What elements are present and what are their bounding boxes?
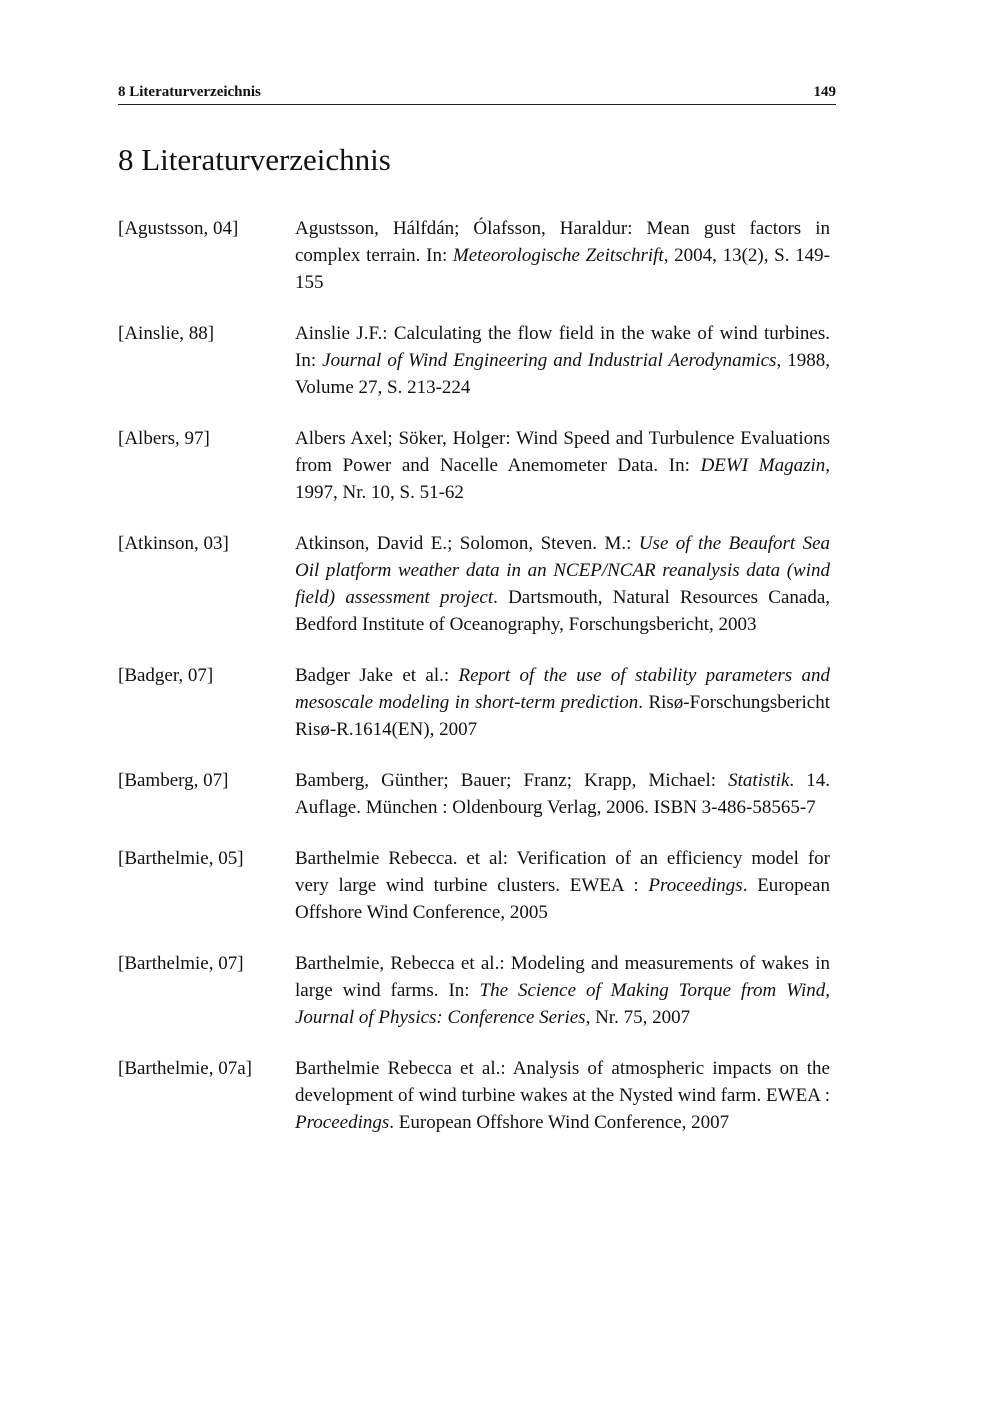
- bib-text-part: Barthelmie, Rebecca et al.: Modeling and measurements of wakes in large wind farms. In:: [295, 953, 830, 1001]
- bib-text-part: , 1997, Nr. 10, S. 51-62: [295, 455, 830, 503]
- bib-text-part: Albers Axel; Söker, Holger: Wind Speed and Turbulence Evaluations from Power and Nacelle Anemometer Data. In:: [295, 428, 830, 476]
- bib-text: [295, 950, 830, 1031]
- running-header: [118, 84, 836, 105]
- bib-entry-badger-07: [118, 662, 830, 743]
- bib-text-italic: Proceedings: [295, 1112, 390, 1133]
- bib-text-part: . Dartsmouth, Natural Resources Canada, Bedford Institute of Oceanography, Forschungsbericht, 2003: [295, 587, 830, 635]
- bib-key: [Badger, 07]: [118, 665, 214, 686]
- bib-key: [Barthelmie, 05]: [118, 848, 244, 869]
- bib-text-part: Agustsson, Hálfdán; Ólafsson, Haraldur: Mean gust factors in complex terrain. In:: [295, 218, 830, 266]
- bib-text: [295, 662, 830, 743]
- bibliography-list: [118, 215, 830, 1160]
- bib-text-part: Barthelmie Rebecca et al.: Analysis of atmospheric impacts on the development of wind turbine wakes at the Nysted wind farm. EWEA :: [295, 1058, 830, 1106]
- bib-key: [Ainslie, 88]: [118, 323, 215, 344]
- bib-text-italic: Use of the Beaufort Sea Oil platform weather data in an NCEP/NCAR reanalysis data (wind field) assessment project: [295, 533, 831, 608]
- bib-text-italic: The Science of Making Torque from Wind, Journal of Physics: Conference Series: [295, 980, 830, 1028]
- bib-text: [295, 320, 830, 401]
- bib-text: [295, 425, 830, 506]
- bib-text: [295, 767, 830, 821]
- bib-key: [Atkinson, 03]: [118, 533, 229, 554]
- bib-text-part: Barthelmie Rebecca. et al: Verification of an efficiency model for very large wind turbine clusters. EWEA :: [295, 848, 830, 896]
- bib-text-part: . European Offshore Wind Conference, 2005: [295, 875, 830, 923]
- bib-text-part: Atkinson, David E.; Solomon, Steven. M.:: [295, 533, 639, 554]
- header-chapter-title: 8 Literaturverzeichnis: [118, 84, 261, 100]
- bib-text-italic: Journal of Wind Engineering and Industrial Aerodynamics: [322, 350, 777, 371]
- bib-key: [Barthelmie, 07]: [118, 953, 244, 974]
- bib-text-part: . 14. Auflage. München : Oldenbourg Verlag, 2006. ISBN 3-486-58565-7: [295, 770, 830, 818]
- bib-text-italic: Statistik: [728, 770, 790, 791]
- bib-text-italic: DEWI Magazin: [700, 455, 826, 476]
- bib-entry-albers-97: [118, 425, 830, 506]
- bib-key: [Albers, 97]: [118, 428, 210, 449]
- bib-text: [295, 1055, 830, 1136]
- bib-text-part: . European Offshore Wind Conference, 2007: [389, 1112, 730, 1133]
- bib-text-part: Ainslie J.F.: Calculating the flow field in the wake of wind turbines. In:: [295, 323, 830, 371]
- bib-text: [295, 215, 830, 296]
- bib-entry-ainslie-88: [118, 320, 830, 401]
- bib-text-part: . Risø-Forschungsbericht Risø-R.1614(EN), 2007: [295, 692, 830, 740]
- bib-text: [295, 845, 830, 926]
- bib-entry-bamberg-07: [118, 767, 830, 821]
- bib-entry-agustsson-04: [118, 215, 830, 296]
- bib-key: [Barthelmie, 07a]: [118, 1058, 253, 1079]
- bib-text-part: , 2004, 13(2), S. 149-155: [295, 245, 830, 293]
- bib-text-part: , Nr. 75, 2007: [585, 1007, 691, 1028]
- bib-text-part: , 1988, Volume 27, S. 213-224: [295, 350, 831, 398]
- bib-entry-barthelmie-07: [118, 950, 830, 1031]
- bib-entry-atkinson-03: [118, 530, 830, 638]
- bib-text-part: Badger Jake et al.:: [295, 665, 459, 686]
- bib-entry-barthelmie-07a: [118, 1055, 830, 1136]
- bib-entry-barthelmie-05: [118, 845, 830, 926]
- bib-text-italic: Proceedings: [648, 875, 743, 896]
- bib-key: [Agustsson, 04]: [118, 218, 239, 239]
- bib-text-italic: Meteorologische Zeitschrift: [452, 245, 664, 266]
- chapter-title: 8 Literaturverzeichnis: [118, 142, 391, 177]
- header-page-number: 149: [813, 84, 836, 100]
- bib-text-italic: Report of the use of stability parameters and mesoscale modeling in short-term prediction: [295, 665, 830, 713]
- bib-key: [Bamberg, 07]: [118, 770, 229, 791]
- bib-text-part: Bamberg, Günther; Bauer; Franz; Krapp, Michael:: [295, 770, 729, 791]
- bib-text: [295, 530, 830, 638]
